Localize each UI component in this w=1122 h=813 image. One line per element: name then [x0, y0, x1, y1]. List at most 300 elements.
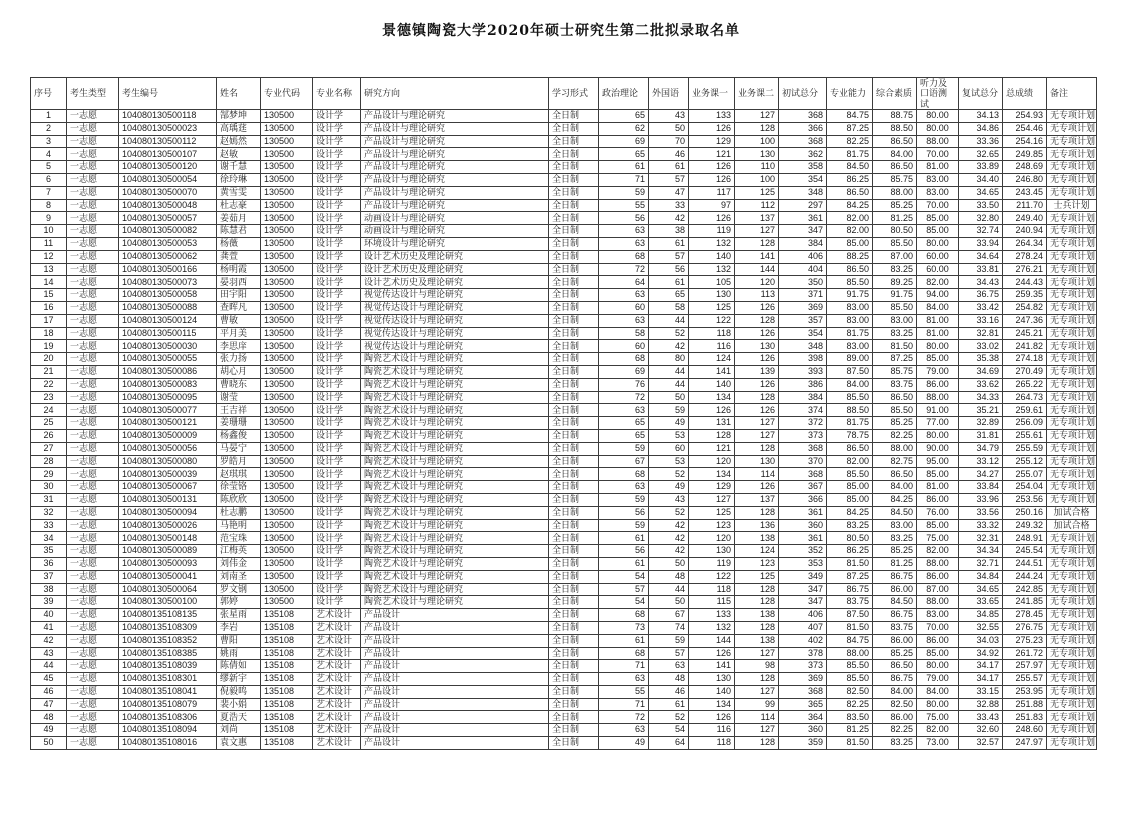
cell-candidate-id: 104080130500082 — [119, 225, 217, 238]
cell-name: 曹敏 — [217, 314, 261, 327]
cell-major-name: 设计学 — [313, 135, 361, 148]
cell-final-score: 275.23 — [1003, 634, 1047, 647]
cell-professional-ability: 85.50 — [827, 673, 873, 686]
cell-research-direction: 产品设计与理论研究 — [361, 110, 549, 123]
cell-listening-speaking: 88.00 — [917, 596, 959, 609]
cell-final-score: 246.80 — [1003, 174, 1047, 187]
cell-candidate-type: 一志愿 — [67, 212, 119, 225]
cell-professional-ability: 87.50 — [827, 365, 873, 378]
cell-research-direction: 陶瓷艺术设计与理论研究 — [361, 545, 549, 558]
cell-research-direction: 产品设计 — [361, 685, 549, 698]
cell-professional-ability: 83.50 — [827, 711, 873, 724]
cell-listening-speaking: 90.00 — [917, 442, 959, 455]
cell-retest-total: 33.16 — [959, 314, 1003, 327]
cell-candidate-type: 一志愿 — [67, 110, 119, 123]
cell-initial-total: 297 — [779, 199, 827, 212]
cell-study-form: 全日制 — [549, 327, 599, 340]
cell-major-name: 设计学 — [313, 532, 361, 545]
cell-course1-score: 126 — [689, 212, 735, 225]
cell-research-direction: 陶瓷艺术设计与理论研究 — [361, 468, 549, 481]
cell-comprehensive-quality: 85.25 — [873, 417, 917, 430]
cell-major-code: 130500 — [261, 545, 313, 558]
cell-initial-total: 368 — [779, 135, 827, 148]
cell-major-code: 130500 — [261, 301, 313, 314]
cell-politics-score: 63 — [599, 238, 649, 251]
cell-remark: 无专项计划 — [1047, 724, 1097, 737]
cell-politics-score: 69 — [599, 365, 649, 378]
cell-politics-score: 49 — [599, 737, 649, 750]
cell-candidate-type: 一志愿 — [67, 301, 119, 314]
cell-course1-score: 118 — [689, 583, 735, 596]
cell-study-form: 全日制 — [549, 455, 599, 468]
cell-remark: 无专项计划 — [1047, 481, 1097, 494]
cell-politics-score: 68 — [599, 468, 649, 481]
cell-candidate-id: 104080135108016 — [119, 737, 217, 750]
cell-seq: 36 — [31, 557, 67, 570]
cell-course1-score: 121 — [689, 442, 735, 455]
cell-retest-total: 34.79 — [959, 442, 1003, 455]
cell-research-direction: 产品设计 — [361, 609, 549, 622]
cell-research-direction: 陶瓷艺术设计与理论研究 — [361, 378, 549, 391]
cell-research-direction: 视觉传达设计与理论研究 — [361, 289, 549, 302]
cell-remark: 无专项计划 — [1047, 225, 1097, 238]
cell-major-name: 设计学 — [313, 122, 361, 135]
table-row — [31, 621, 1097, 634]
cell-final-score: 244.51 — [1003, 557, 1047, 570]
cell-comprehensive-quality: 83.00 — [873, 519, 917, 532]
cell-candidate-type: 一志愿 — [67, 365, 119, 378]
cell-major-code: 130500 — [261, 417, 313, 430]
cell-candidate-id: 104080130500023 — [119, 122, 217, 135]
cell-candidate-type: 一志愿 — [67, 455, 119, 468]
cell-major-code: 130500 — [261, 455, 313, 468]
cell-foreign-language-score: 52 — [649, 327, 689, 340]
cell-name: 王吉祥 — [217, 404, 261, 417]
cell-politics-score: 65 — [599, 148, 649, 161]
cell-course1-score: 134 — [689, 391, 735, 404]
cell-retest-total: 33.36 — [959, 135, 1003, 148]
cell-candidate-type: 一志愿 — [67, 673, 119, 686]
table-row — [31, 698, 1097, 711]
cell-retest-total: 34.33 — [959, 391, 1003, 404]
cell-foreign-language-score: 53 — [649, 455, 689, 468]
cell-foreign-language-score: 50 — [649, 596, 689, 609]
cell-research-direction: 陶瓷艺术设计与理论研究 — [361, 493, 549, 506]
cell-politics-score: 59 — [599, 186, 649, 199]
cell-final-score: 270.49 — [1003, 365, 1047, 378]
table-row — [31, 468, 1097, 481]
cell-initial-total: 362 — [779, 148, 827, 161]
cell-professional-ability: 78.75 — [827, 429, 873, 442]
cell-name: 龚萱 — [217, 250, 261, 263]
cell-major-name: 设计学 — [313, 557, 361, 570]
cell-name: 李岩 — [217, 621, 261, 634]
cell-major-name: 设计学 — [313, 429, 361, 442]
cell-listening-speaking: 85.00 — [917, 519, 959, 532]
cell-research-direction: 产品设计 — [361, 634, 549, 647]
cell-final-score: 245.21 — [1003, 327, 1047, 340]
cell-major-name: 艺术设计 — [313, 609, 361, 622]
cell-course2-score: 130 — [735, 455, 779, 468]
cell-research-direction: 陶瓷艺术设计与理论研究 — [361, 506, 549, 519]
cell-candidate-type: 一志愿 — [67, 685, 119, 698]
cell-politics-score: 71 — [599, 174, 649, 187]
cell-retest-total: 33.02 — [959, 340, 1003, 353]
cell-professional-ability: 82.25 — [827, 135, 873, 148]
cell-research-direction: 陶瓷艺术设计与理论研究 — [361, 442, 549, 455]
cell-name: 李思庠 — [217, 340, 261, 353]
cell-major-code: 135108 — [261, 660, 313, 673]
cell-initial-total: 373 — [779, 429, 827, 442]
cell-final-score: 276.21 — [1003, 263, 1047, 276]
cell-course2-score: 127 — [735, 647, 779, 660]
cell-seq: 27 — [31, 442, 67, 455]
table-row — [31, 737, 1097, 750]
cell-remark: 无专项计划 — [1047, 660, 1097, 673]
cell-research-direction: 产品设计与理论研究 — [361, 148, 549, 161]
cell-research-direction: 产品设计 — [361, 724, 549, 737]
cell-name: 赵敏 — [217, 148, 261, 161]
cell-course2-score: 127 — [735, 724, 779, 737]
cell-professional-ability: 87.25 — [827, 122, 873, 135]
cell-listening-speaking: 95.00 — [917, 455, 959, 468]
cell-remark: 无专项计划 — [1047, 737, 1097, 750]
cell-final-score: 211.70 — [1003, 199, 1047, 212]
cell-name: 罗文钢 — [217, 583, 261, 596]
cell-seq: 19 — [31, 340, 67, 353]
cell-seq: 39 — [31, 596, 67, 609]
cell-name: 郜梦坤 — [217, 110, 261, 123]
cell-major-name: 设计学 — [313, 225, 361, 238]
cell-foreign-language-score: 53 — [649, 429, 689, 442]
cell-final-score: 249.85 — [1003, 148, 1047, 161]
cell-name: 姜珊珊 — [217, 417, 261, 430]
cell-final-score: 276.75 — [1003, 621, 1047, 634]
cell-major-name: 设计学 — [313, 301, 361, 314]
table-row — [31, 685, 1097, 698]
cell-course1-score: 130 — [689, 545, 735, 558]
cell-final-score: 259.35 — [1003, 289, 1047, 302]
cell-study-form: 全日制 — [549, 685, 599, 698]
cell-seq: 29 — [31, 468, 67, 481]
cell-research-direction: 视觉传达设计与理论研究 — [361, 301, 549, 314]
cell-name: 黄雪雯 — [217, 186, 261, 199]
cell-listening-speaking: 60.00 — [917, 250, 959, 263]
cell-final-score: 255.57 — [1003, 673, 1047, 686]
cell-course1-score: 134 — [689, 698, 735, 711]
cell-major-name: 设计学 — [313, 455, 361, 468]
cell-retest-total: 33.56 — [959, 506, 1003, 519]
cell-final-score: 264.73 — [1003, 391, 1047, 404]
cell-research-direction: 产品设计与理论研究 — [361, 135, 549, 148]
cell-major-name: 设计学 — [313, 263, 361, 276]
table-row — [31, 481, 1097, 494]
cell-final-score: 247.97 — [1003, 737, 1047, 750]
cell-candidate-type: 一志愿 — [67, 481, 119, 494]
cell-retest-total: 34.84 — [959, 570, 1003, 583]
cell-final-score: 245.54 — [1003, 545, 1047, 558]
cell-foreign-language-score: 42 — [649, 212, 689, 225]
cell-research-direction: 产品设计 — [361, 711, 549, 724]
cell-course2-score: 126 — [735, 481, 779, 494]
cell-course1-score: 120 — [689, 455, 735, 468]
cell-listening-speaking: 76.00 — [917, 506, 959, 519]
cell-study-form: 全日制 — [549, 737, 599, 750]
table-row — [31, 609, 1097, 622]
cell-research-direction: 陶瓷艺术设计与理论研究 — [361, 596, 549, 609]
cell-professional-ability: 88.00 — [827, 647, 873, 660]
cell-foreign-language-score: 44 — [649, 378, 689, 391]
cell-major-code: 130500 — [261, 532, 313, 545]
cell-comprehensive-quality: 83.75 — [873, 378, 917, 391]
cell-retest-total: 32.81 — [959, 327, 1003, 340]
cell-major-code: 130500 — [261, 225, 313, 238]
cell-professional-ability: 88.25 — [827, 250, 873, 263]
cell-course1-score: 132 — [689, 238, 735, 251]
cell-comprehensive-quality: 85.50 — [873, 238, 917, 251]
cell-listening-speaking: 88.00 — [917, 135, 959, 148]
cell-course2-score: 99 — [735, 698, 779, 711]
cell-professional-ability: 84.00 — [827, 378, 873, 391]
cell-comprehensive-quality: 86.50 — [873, 468, 917, 481]
cell-final-score: 255.07 — [1003, 468, 1047, 481]
cell-candidate-id: 104080130500070 — [119, 186, 217, 199]
cell-study-form: 全日制 — [549, 468, 599, 481]
cell-retest-total: 34.03 — [959, 634, 1003, 647]
cell-candidate-type: 一志愿 — [67, 442, 119, 455]
cell-candidate-type: 一志愿 — [67, 148, 119, 161]
cell-politics-score: 71 — [599, 698, 649, 711]
table-row — [31, 724, 1097, 737]
cell-remark: 无专项计划 — [1047, 365, 1097, 378]
cell-candidate-type: 一志愿 — [67, 698, 119, 711]
cell-major-name: 设计学 — [313, 314, 361, 327]
cell-listening-speaking: 81.00 — [917, 327, 959, 340]
cell-politics-score: 68 — [599, 609, 649, 622]
cell-initial-total: 369 — [779, 301, 827, 314]
cell-course2-score: 126 — [735, 378, 779, 391]
cell-seq: 31 — [31, 493, 67, 506]
cell-research-direction: 产品设计与理论研究 — [361, 122, 549, 135]
cell-retest-total: 32.55 — [959, 621, 1003, 634]
cell-study-form: 全日制 — [549, 122, 599, 135]
cell-course1-score: 117 — [689, 186, 735, 199]
cell-politics-score: 55 — [599, 199, 649, 212]
cell-foreign-language-score: 80 — [649, 353, 689, 366]
cell-final-score: 251.88 — [1003, 698, 1047, 711]
cell-politics-score: 63 — [599, 481, 649, 494]
cell-course1-score: 133 — [689, 110, 735, 123]
cell-major-name: 艺术设计 — [313, 673, 361, 686]
cell-major-name: 设计学 — [313, 110, 361, 123]
cell-seq: 13 — [31, 263, 67, 276]
cell-major-name: 艺术设计 — [313, 647, 361, 660]
cell-politics-score: 61 — [599, 634, 649, 647]
cell-remark: 无专项计划 — [1047, 378, 1097, 391]
cell-name: 杜志豪 — [217, 199, 261, 212]
header-comprehensive-quality: 综合素质 — [873, 78, 917, 110]
cell-politics-score: 69 — [599, 135, 649, 148]
cell-initial-total: 347 — [779, 596, 827, 609]
cell-remark: 无专项计划 — [1047, 340, 1097, 353]
cell-course1-score: 105 — [689, 276, 735, 289]
cell-research-direction: 产品设计与理论研究 — [361, 174, 549, 187]
cell-course2-score: 128 — [735, 506, 779, 519]
cell-candidate-id: 104080130500088 — [119, 301, 217, 314]
cell-course1-score: 121 — [689, 148, 735, 161]
cell-candidate-id: 104080130500056 — [119, 442, 217, 455]
cell-name: 夏浩天 — [217, 711, 261, 724]
table-row — [31, 148, 1097, 161]
cell-name: 平月美 — [217, 327, 261, 340]
cell-final-score: 244.43 — [1003, 276, 1047, 289]
cell-research-direction: 产品设计与理论研究 — [361, 161, 549, 174]
cell-research-direction: 陶瓷艺术设计与理论研究 — [361, 557, 549, 570]
cell-seq: 41 — [31, 621, 67, 634]
cell-candidate-type: 一志愿 — [67, 263, 119, 276]
cell-retest-total: 34.86 — [959, 122, 1003, 135]
cell-major-code: 135108 — [261, 737, 313, 750]
cell-seq: 3 — [31, 135, 67, 148]
table-row — [31, 174, 1097, 187]
cell-candidate-type: 一志愿 — [67, 532, 119, 545]
cell-course2-score: 100 — [735, 135, 779, 148]
cell-candidate-type: 一志愿 — [67, 724, 119, 737]
cell-seq: 11 — [31, 238, 67, 251]
cell-major-name: 设计学 — [313, 570, 361, 583]
page-title: 景德镇陶瓷大学2020年硕士研究生第二批拟录取名单 — [382, 23, 740, 39]
table-row — [31, 673, 1097, 686]
cell-comprehensive-quality: 86.75 — [873, 570, 917, 583]
cell-research-direction: 陶瓷艺术设计与理论研究 — [361, 481, 549, 494]
cell-final-score: 257.97 — [1003, 660, 1047, 673]
cell-major-name: 设计学 — [313, 391, 361, 404]
cell-research-direction: 陶瓷艺术设计与理论研究 — [361, 365, 549, 378]
cell-listening-speaking: 80.00 — [917, 340, 959, 353]
cell-major-code: 130500 — [261, 199, 313, 212]
cell-professional-ability: 81.50 — [827, 621, 873, 634]
cell-major-name: 设计学 — [313, 250, 361, 263]
cell-major-code: 130500 — [261, 519, 313, 532]
cell-professional-ability: 81.75 — [827, 148, 873, 161]
table-row — [31, 634, 1097, 647]
cell-foreign-language-score: 61 — [649, 161, 689, 174]
header-study-form: 学习形式 — [549, 78, 599, 110]
cell-final-score: 241.85 — [1003, 596, 1047, 609]
cell-final-score: 274.18 — [1003, 353, 1047, 366]
cell-comprehensive-quality: 89.25 — [873, 276, 917, 289]
cell-initial-total: 349 — [779, 570, 827, 583]
cell-foreign-language-score: 57 — [649, 647, 689, 660]
cell-retest-total: 32.57 — [959, 737, 1003, 750]
cell-study-form: 全日制 — [549, 417, 599, 430]
cell-comprehensive-quality: 88.75 — [873, 110, 917, 123]
cell-major-code: 130500 — [261, 340, 313, 353]
cell-candidate-id: 104080135108309 — [119, 621, 217, 634]
cell-listening-speaking: 86.00 — [917, 493, 959, 506]
cell-listening-speaking: 88.00 — [917, 391, 959, 404]
cell-retest-total: 33.89 — [959, 161, 1003, 174]
cell-candidate-id: 104080130500039 — [119, 468, 217, 481]
cell-study-form: 全日制 — [549, 724, 599, 737]
cell-remark: 无专项计划 — [1047, 583, 1097, 596]
cell-course2-score: 128 — [735, 238, 779, 251]
cell-remark: 无专项计划 — [1047, 289, 1097, 302]
cell-final-score: 254.93 — [1003, 110, 1047, 123]
header-foreign-language-score: 外国语 — [649, 78, 689, 110]
cell-politics-score: 65 — [599, 110, 649, 123]
cell-politics-score: 56 — [599, 212, 649, 225]
cell-major-code: 130500 — [261, 238, 313, 251]
header-major-code: 专业代码 — [261, 78, 313, 110]
cell-course2-score: 138 — [735, 634, 779, 647]
cell-retest-total: 34.69 — [959, 365, 1003, 378]
cell-major-name: 设计学 — [313, 481, 361, 494]
cell-name: 晏羽西 — [217, 276, 261, 289]
cell-course1-score: 124 — [689, 353, 735, 366]
cell-comprehensive-quality: 84.00 — [873, 685, 917, 698]
cell-politics-score: 72 — [599, 711, 649, 724]
cell-seq: 22 — [31, 378, 67, 391]
cell-comprehensive-quality: 85.25 — [873, 647, 917, 660]
cell-study-form: 全日制 — [549, 570, 599, 583]
cell-seq: 15 — [31, 289, 67, 302]
cell-candidate-type: 一志愿 — [67, 737, 119, 750]
cell-final-score: 255.61 — [1003, 429, 1047, 442]
cell-candidate-id: 104080130500055 — [119, 353, 217, 366]
cell-retest-total: 33.43 — [959, 711, 1003, 724]
cell-major-code: 130500 — [261, 378, 313, 391]
cell-major-code: 135108 — [261, 685, 313, 698]
cell-course2-score: 125 — [735, 186, 779, 199]
cell-remark: 无专项计划 — [1047, 161, 1097, 174]
table-row — [31, 250, 1097, 263]
cell-major-code: 135108 — [261, 634, 313, 647]
cell-listening-speaking: 85.00 — [917, 212, 959, 225]
cell-course2-score: 112 — [735, 199, 779, 212]
cell-major-name: 设计学 — [313, 596, 361, 609]
cell-name: 杨薇 — [217, 238, 261, 251]
cell-course2-score: 138 — [735, 609, 779, 622]
cell-foreign-language-score: 50 — [649, 122, 689, 135]
cell-name: 杜志鹏 — [217, 506, 261, 519]
cell-foreign-language-score: 52 — [649, 506, 689, 519]
cell-major-code: 130500 — [261, 583, 313, 596]
cell-comprehensive-quality: 84.50 — [873, 506, 917, 519]
cell-study-form: 全日制 — [549, 365, 599, 378]
cell-seq: 2 — [31, 122, 67, 135]
cell-major-name: 艺术设计 — [313, 634, 361, 647]
cell-politics-score: 59 — [599, 493, 649, 506]
cell-candidate-id: 104080135108039 — [119, 660, 217, 673]
cell-major-name: 设计学 — [313, 442, 361, 455]
cell-politics-score: 63 — [599, 404, 649, 417]
cell-candidate-id: 104080135108094 — [119, 724, 217, 737]
cell-name: 江梅英 — [217, 545, 261, 558]
cell-foreign-language-score: 48 — [649, 673, 689, 686]
cell-study-form: 全日制 — [549, 225, 599, 238]
table-row — [31, 212, 1097, 225]
table-row — [31, 301, 1097, 314]
cell-professional-ability: 85.50 — [827, 660, 873, 673]
cell-study-form: 全日制 — [549, 532, 599, 545]
cell-name: 袁文惠 — [217, 737, 261, 750]
cell-politics-score: 61 — [599, 557, 649, 570]
table-row — [31, 238, 1097, 251]
cell-politics-score: 68 — [599, 250, 649, 263]
cell-politics-score: 65 — [599, 417, 649, 430]
cell-candidate-type: 一志愿 — [67, 404, 119, 417]
